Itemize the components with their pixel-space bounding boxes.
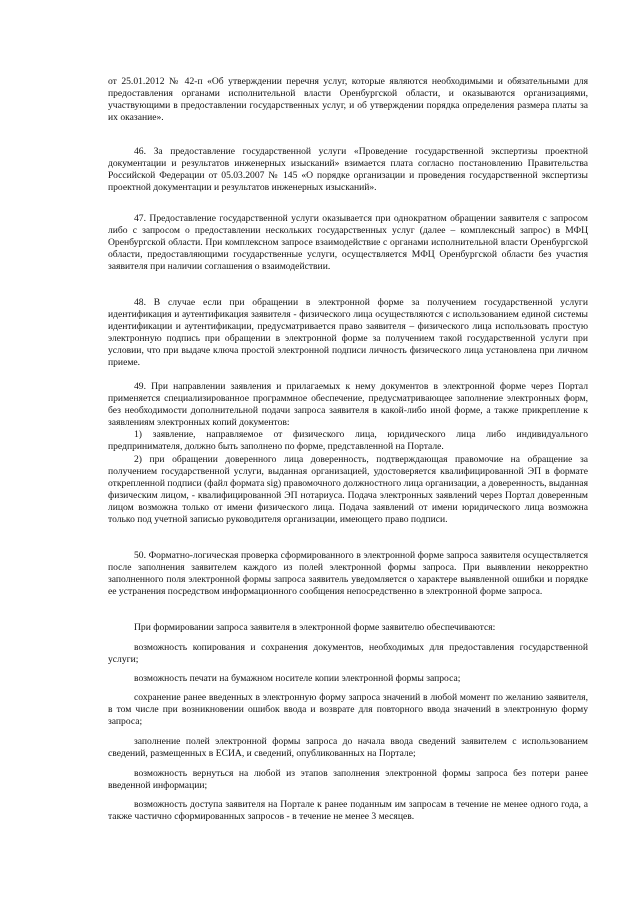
- paragraph-text: 49. При направлении заявления и прилагаемых к нему документов в электронной форме через Портал применяется специализированное программное обеспечение, предусматривающее заполнение электронных форм, без необходимости дополнительной подачи запроса заявителя в какой-либо иной форме, а также прикрепление к заявлениям электронных копий документов:: [108, 381, 588, 429]
- paragraph-access: [108, 799, 588, 823]
- paragraph-intro-list: [108, 622, 588, 634]
- paragraph-text: возможность копирования и сохранения документов, необходимых для предоставления государственной услуги;: [108, 642, 588, 666]
- list-item: 2) при обращении доверенного лица доверенность, подтверждающая правомочие на обращение за получением государственной услуги, выданная организацией, удостоверяется квалифицированной ЭП в формате открепленной подписи (файл формата sig) правомочного должностного лица организации, а доверенность, выданная физическим лицом, - квалифицированной ЭП нотариуса. Подача электронных заявлений через Портал доверенным лицом возможна только от имени физического лица. Подача заявлений от имени юридического лица возможна только под учетной записью руководителя организации, имеющего право подписи.: [108, 453, 588, 526]
- paragraph-text: возможность печати на бумажном носителе копии электронной формы запроса;: [134, 673, 461, 684]
- paragraph-text: 46. За предоставление государственной услуги «Проведение государственной экспертизы проектной документации и результатов инженерных изысканий» взимается плата согласно постановлению Правительства Российской Федерации от 05.03.2007 № 145 «О порядке организации и проведения государственной экспертизы проектной документации и результатов инженерных изысканий».: [108, 146, 588, 194]
- paragraph-text: 50. Форматно-логическая проверка сформированного в электронной форме запроса заявителя осуществляется после заполнения заявителем каждого из полей электронной формы запроса. При выявлении некорректно заполненного поля электронной формы запроса заявитель уведомляется о характере выявленной ошибки и порядке ее устранения посредством информационного сообщения непосредственно в электронной форме запроса.: [108, 550, 588, 598]
- paragraph-text: При формировании запроса заявителя в электронной форме заявителю обеспечиваются:: [134, 622, 496, 633]
- paragraph-text: сохранение ранее введенных в электронную форму запроса значений в любой момент по желанию заявителя, в том числе при возникновении ошибок ввода и возврате для повторного ввода значений в электронную форму запроса;: [108, 692, 588, 728]
- paragraph-copy: [108, 642, 588, 666]
- paragraph-48: [108, 297, 588, 370]
- paragraph-46: [108, 146, 588, 194]
- paragraph-intro: [108, 76, 588, 124]
- paragraph-text: заполнение полей электронной формы запроса до начала ввода сведений заявителем с использованием сведений, размещенных в ЕСИА, и сведений, опубликованных на Портале;: [108, 736, 588, 760]
- paragraph-return: [108, 768, 588, 792]
- paragraph-text: возможность доступа заявителя на Портале к ранее поданным им запросам в течение не менее одного года, а также частично сформированных запросов - в течение не менее 3 месяцев.: [108, 799, 588, 823]
- paragraph-text: 47. Предоставление государственной услуги оказывается при однократном обращении заявителя с запросом либо с запросом о предоставлении нескольких государственных услуг (далее – комплексный запрос) в МФЦ Оренбургской области. При комплексном запросе взаимодействие с органами исполнительной власти Оренбургской области, предоставляющими государственные услуги, осуществляется МФЦ Оренбургской области без участия заявителя при наличии соглашения о взаимодействии.: [108, 213, 588, 273]
- paragraph-50: [108, 550, 588, 598]
- paragraph-save: [108, 692, 588, 728]
- paragraph-49: [108, 381, 588, 526]
- list-item: 1) заявление, направляемое от физического лица, юридического лица либо индивидуального предпринимателя, должно быть заполнено по форме, представленной на Портале.: [108, 429, 588, 453]
- paragraph-text: от 25.01.2012 № 42-п «Об утверждении перечня услуг, которые являются необходимыми и обязательными для предоставления органами исполнительной власти Оренбургской области, и оказываются организациями, участвующими в предоставлении государственных услуг, и об утверждении порядка определения размера платы за их оказание».: [108, 76, 588, 124]
- paragraph-fill: [108, 736, 588, 760]
- paragraph-text: 48. В случае если при обращении в электронной форме за получением государственной услуги идентификация и аутентификация заявителя - физического лица осуществляются с использованием единой системы идентификации и аутентификации, предусматривается право заявителя – физического лица использовать простую электронную подпись при обращении в электронной форме за получением такой государственной услуги при условии, что при выдаче ключа простой электронной подписи личность физического лица установлена при личном приеме.: [108, 297, 588, 369]
- paragraph-47: [108, 213, 588, 273]
- paragraph-print: [108, 673, 588, 685]
- paragraph-text: возможность вернуться на любой из этапов заполнения электронной формы запроса без потери ранее введенной информации;: [108, 768, 588, 792]
